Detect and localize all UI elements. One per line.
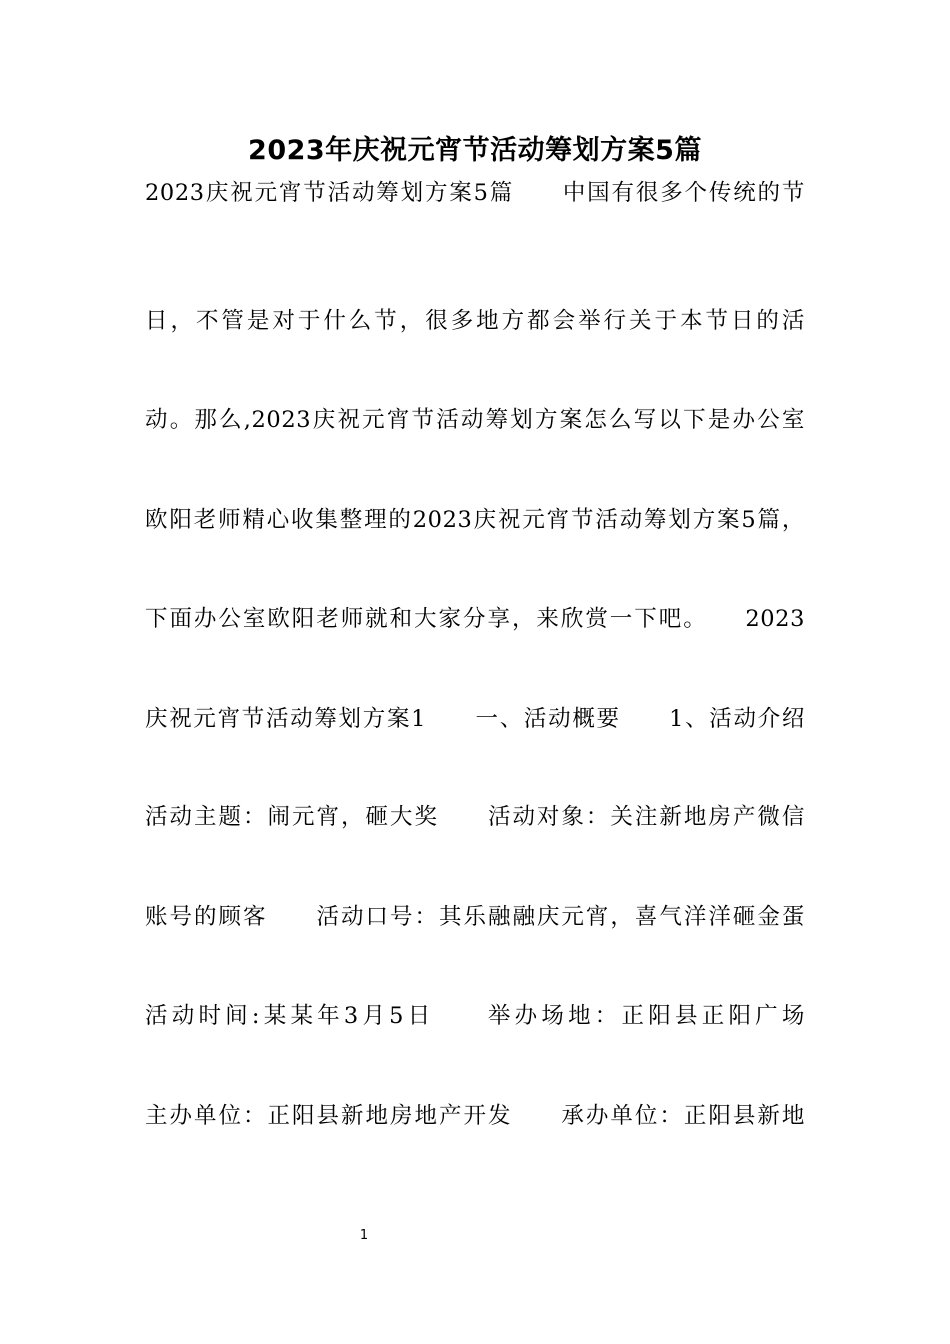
- body-line-1: 2023庆祝元宵节活动筹划方案5篇 中国有很多个传统的节: [145, 180, 805, 206]
- body-line-10: 主办单位：正阳县新地房地产开发 承办单位：正阳县新地: [145, 1103, 805, 1129]
- body-line-3: 动。那么,2023庆祝元宵节活动筹划方案怎么写以下是办公室: [145, 407, 805, 433]
- body-line-2: 日，不管是对于什么节，很多地方都会举行关于本节日的活: [145, 308, 805, 334]
- body-line-8: 账号的顾客 活动口号：其乐融融庆元宵，喜气洋洋砸金蛋: [145, 904, 805, 930]
- body-line-4: 欧阳老师精心收集整理的2023庆祝元宵节活动筹划方案5篇，: [145, 507, 805, 533]
- body-line-9: 活动时间:某某年3月5日 举办场地：正阳县正阳广场: [145, 1003, 805, 1029]
- document-title: 2023年庆祝元宵节活动筹划方案5篇: [248, 135, 702, 166]
- page-number: 1: [359, 1228, 369, 1243]
- body-line-6: 庆祝元宵节活动筹划方案1 一、活动概要 1、活动介绍: [145, 706, 805, 732]
- body-line-7: 活动主题：闹元宵，砸大奖 活动对象：关注新地房产微信: [145, 804, 805, 830]
- body-line-5: 下面办公室欧阳老师就和大家分享，来欣赏一下吧。 2023: [145, 606, 805, 632]
